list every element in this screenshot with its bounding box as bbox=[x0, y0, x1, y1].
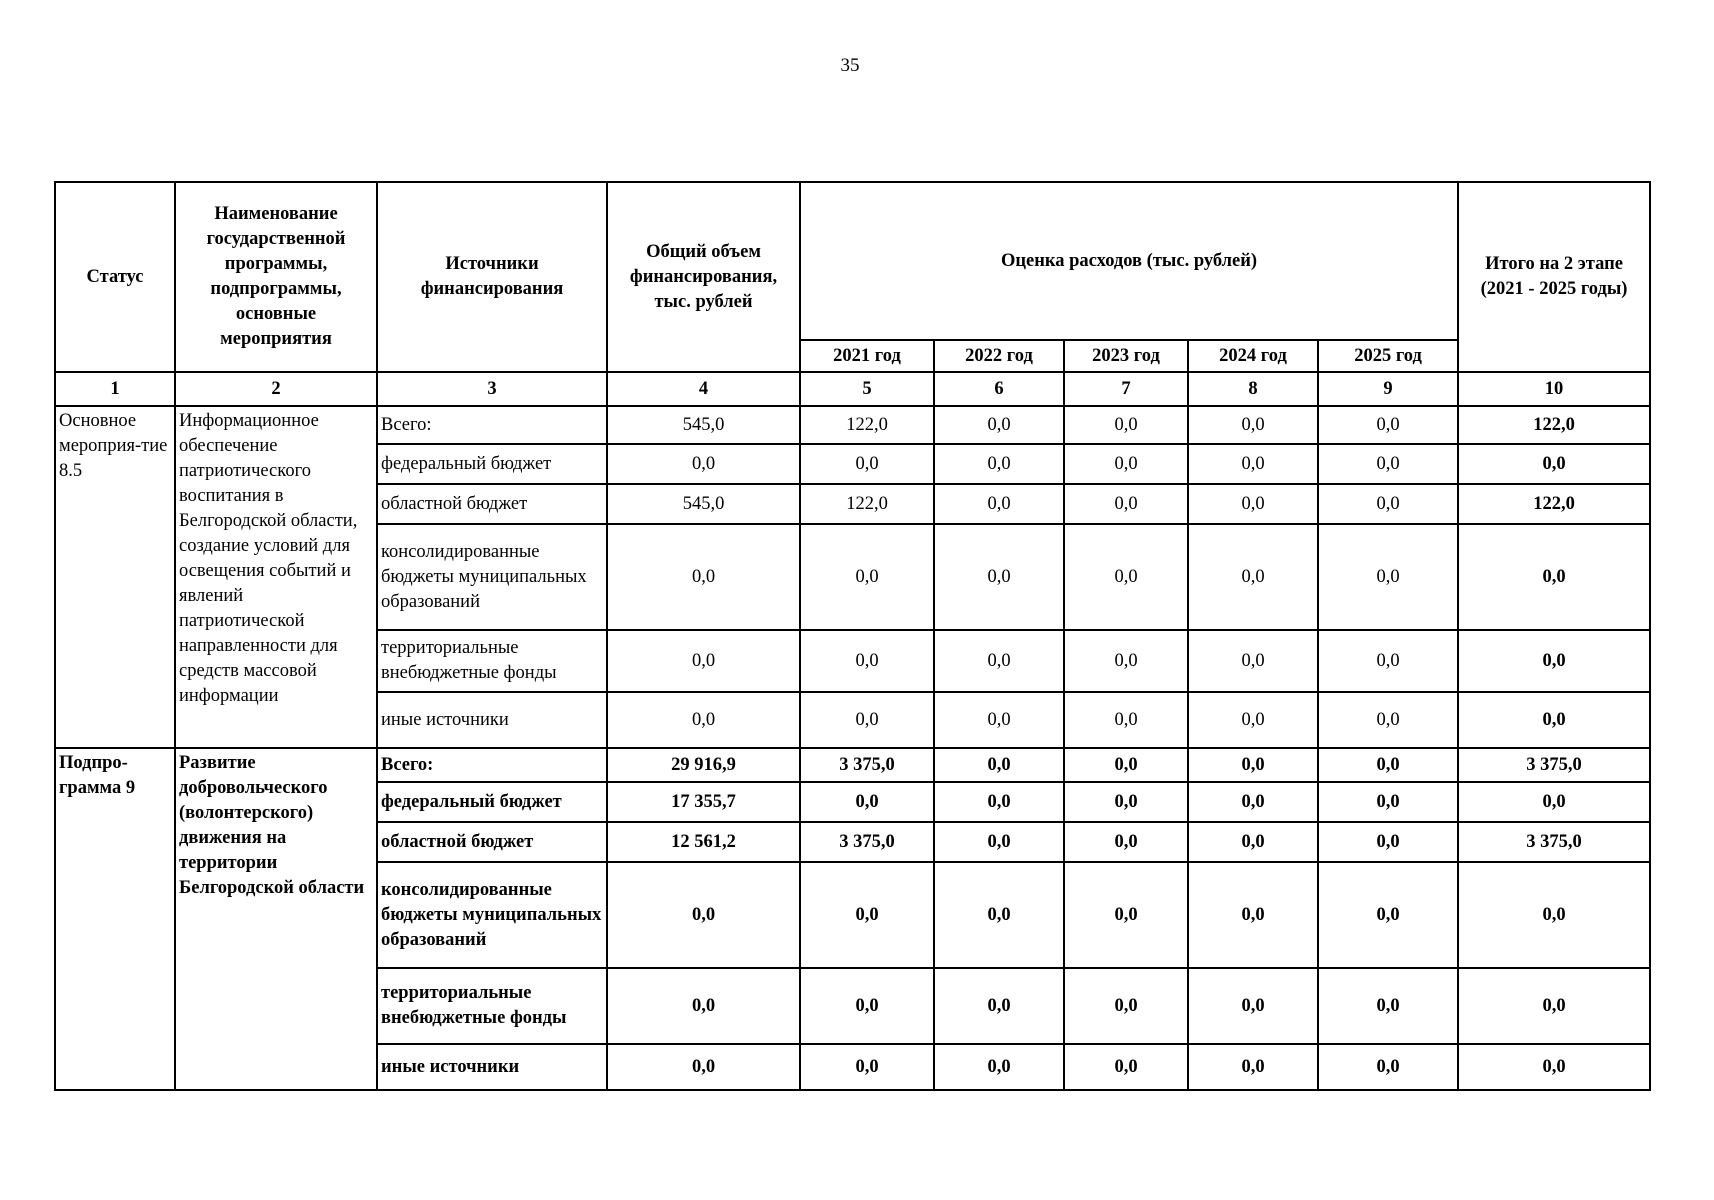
value-cell: 0,0 bbox=[934, 968, 1064, 1044]
value-cell: 0,0 bbox=[1188, 822, 1318, 862]
value-cell: 0,0 bbox=[1064, 630, 1188, 692]
table-row bbox=[55, 406, 1650, 444]
table-row bbox=[55, 748, 1650, 782]
header-year: 2021 год bbox=[800, 340, 934, 372]
value-cell: 3 375,0 bbox=[800, 822, 934, 862]
funding-source-cell: Всего: bbox=[377, 748, 607, 782]
funding-source-cell: областной бюджет bbox=[377, 484, 607, 524]
page-number: 35 bbox=[840, 55, 860, 76]
value-cell: 0,0 bbox=[1064, 524, 1188, 630]
stage-total-cell: 0,0 bbox=[1458, 782, 1650, 822]
funding-source-cell: консолидированные бюджеты муниципальных образований bbox=[377, 524, 607, 630]
value-cell: 0,0 bbox=[800, 862, 934, 968]
funding-source-cell: консолидированные бюджеты муниципальных образований bbox=[377, 862, 607, 968]
status-cell: Основное мероприя-тие 8.5 bbox=[55, 406, 175, 748]
value-cell: 0,0 bbox=[1188, 484, 1318, 524]
funding-source-cell: областной бюджет bbox=[377, 822, 607, 862]
table-body bbox=[55, 406, 1650, 1090]
header-funding-sources: Источники финансирования bbox=[377, 182, 607, 372]
status-cell: Подпро-грамма 9 bbox=[55, 748, 175, 1090]
value-cell: 0,0 bbox=[934, 444, 1064, 484]
value-cell: 0,0 bbox=[607, 692, 800, 748]
value-cell: 122,0 bbox=[800, 406, 934, 444]
value-cell: 0,0 bbox=[1064, 782, 1188, 822]
value-cell: 0,0 bbox=[607, 862, 800, 968]
value-cell: 0,0 bbox=[1188, 524, 1318, 630]
budget-table bbox=[54, 181, 1651, 1091]
value-cell: 122,0 bbox=[800, 484, 934, 524]
value-cell: 0,0 bbox=[607, 444, 800, 484]
value-cell: 0,0 bbox=[1188, 968, 1318, 1044]
value-cell: 0,0 bbox=[934, 524, 1064, 630]
value-cell: 3 375,0 bbox=[800, 748, 934, 782]
value-cell: 0,0 bbox=[1318, 822, 1458, 862]
stage-total-cell: 0,0 bbox=[1458, 692, 1650, 748]
stage-total-cell: 0,0 bbox=[1458, 1044, 1650, 1090]
stage-total-cell: 122,0 bbox=[1458, 484, 1650, 524]
value-cell: 545,0 bbox=[607, 484, 800, 524]
value-cell: 0,0 bbox=[1188, 630, 1318, 692]
stage-total-cell: 3 375,0 bbox=[1458, 822, 1650, 862]
value-cell: 0,0 bbox=[1318, 862, 1458, 968]
value-cell: 0,0 bbox=[1064, 484, 1188, 524]
column-number: 2 bbox=[175, 372, 377, 406]
value-cell: 0,0 bbox=[1064, 406, 1188, 444]
column-number: 5 bbox=[800, 372, 934, 406]
value-cell: 12 561,2 bbox=[607, 822, 800, 862]
funding-source-cell: Всего: bbox=[377, 406, 607, 444]
funding-source-cell: территориальные внебюджетные фонды bbox=[377, 968, 607, 1044]
funding-source-cell: федеральный бюджет bbox=[377, 782, 607, 822]
value-cell: 0,0 bbox=[1064, 862, 1188, 968]
value-cell: 0,0 bbox=[1318, 524, 1458, 630]
value-cell: 0,0 bbox=[607, 968, 800, 1044]
value-cell: 0,0 bbox=[1318, 968, 1458, 1044]
funding-source-cell: территориальные внебюджетные фонды bbox=[377, 630, 607, 692]
value-cell: 0,0 bbox=[800, 444, 934, 484]
value-cell: 0,0 bbox=[934, 862, 1064, 968]
stage-total-cell: 0,0 bbox=[1458, 630, 1650, 692]
funding-source-cell: иные источники bbox=[377, 692, 607, 748]
value-cell: 0,0 bbox=[1064, 1044, 1188, 1090]
value-cell: 0,0 bbox=[1188, 862, 1318, 968]
column-number: 4 bbox=[607, 372, 800, 406]
value-cell: 0,0 bbox=[800, 782, 934, 822]
value-cell: 0,0 bbox=[1318, 748, 1458, 782]
stage-total-cell: 0,0 bbox=[1458, 524, 1650, 630]
value-cell: 0,0 bbox=[934, 822, 1064, 862]
program-name-cell: Развитие добровольческого (волонтерского) движения на территории Белгородской области bbox=[175, 748, 377, 1090]
value-cell: 0,0 bbox=[1188, 692, 1318, 748]
header-year: 2022 год bbox=[934, 340, 1064, 372]
column-number: 3 bbox=[377, 372, 607, 406]
value-cell: 0,0 bbox=[1064, 444, 1188, 484]
value-cell: 0,0 bbox=[607, 524, 800, 630]
value-cell: 0,0 bbox=[1318, 630, 1458, 692]
column-number: 9 bbox=[1318, 372, 1458, 406]
program-name-cell: Информационное обеспечение патриотического воспитания в Белгородской области, создание условий для освещения событий и явлений патриотической направленности для средств массовой информации bbox=[175, 406, 377, 748]
stage-total-cell: 0,0 bbox=[1458, 444, 1650, 484]
value-cell: 0,0 bbox=[934, 630, 1064, 692]
header-year: 2023 год bbox=[1064, 340, 1188, 372]
stage-total-cell: 122,0 bbox=[1458, 406, 1650, 444]
funding-source-cell: федеральный бюджет bbox=[377, 444, 607, 484]
value-cell: 29 916,9 bbox=[607, 748, 800, 782]
value-cell: 0,0 bbox=[934, 1044, 1064, 1090]
value-cell: 0,0 bbox=[934, 692, 1064, 748]
value-cell: 0,0 bbox=[934, 748, 1064, 782]
value-cell: 0,0 bbox=[800, 692, 934, 748]
value-cell: 0,0 bbox=[1318, 782, 1458, 822]
funding-source-cell: иные источники bbox=[377, 1044, 607, 1090]
value-cell: 0,0 bbox=[607, 630, 800, 692]
value-cell: 0,0 bbox=[1188, 444, 1318, 484]
stage-total-cell: 0,0 bbox=[1458, 862, 1650, 968]
value-cell: 0,0 bbox=[934, 484, 1064, 524]
column-number: 6 bbox=[934, 372, 1064, 406]
column-number: 1 bbox=[55, 372, 175, 406]
stage-total-cell: 3 375,0 bbox=[1458, 748, 1650, 782]
value-cell: 0,0 bbox=[800, 1044, 934, 1090]
header-year: 2024 год bbox=[1188, 340, 1318, 372]
header-program-name: Наименование государственной программы, подпрограммы, основные мероприятия bbox=[175, 182, 377, 372]
value-cell: 0,0 bbox=[1318, 692, 1458, 748]
value-cell: 0,0 bbox=[1064, 748, 1188, 782]
column-number: 8 bbox=[1188, 372, 1318, 406]
value-cell: 0,0 bbox=[934, 406, 1064, 444]
value-cell: 0,0 bbox=[1318, 484, 1458, 524]
header-stage-total: Итого на 2 этапе (2021 - 2025 годы) bbox=[1458, 182, 1650, 372]
value-cell: 0,0 bbox=[607, 1044, 800, 1090]
value-cell: 0,0 bbox=[1188, 1044, 1318, 1090]
value-cell: 0,0 bbox=[1188, 782, 1318, 822]
value-cell: 0,0 bbox=[1064, 968, 1188, 1044]
header-year: 2025 год bbox=[1318, 340, 1458, 372]
value-cell: 0,0 bbox=[1318, 406, 1458, 444]
value-cell: 545,0 bbox=[607, 406, 800, 444]
value-cell: 0,0 bbox=[1188, 748, 1318, 782]
value-cell: 0,0 bbox=[934, 782, 1064, 822]
header-expense-estimate: Оценка расходов (тыс. рублей) bbox=[800, 182, 1458, 340]
value-cell: 0,0 bbox=[1188, 406, 1318, 444]
value-cell: 0,0 bbox=[1064, 692, 1188, 748]
value-cell: 0,0 bbox=[1064, 822, 1188, 862]
value-cell: 0,0 bbox=[1318, 444, 1458, 484]
header-total-volume: Общий объем финансирования, тыс. рублей bbox=[607, 182, 800, 372]
column-number: 7 bbox=[1064, 372, 1188, 406]
column-number-row bbox=[55, 372, 1650, 406]
stage-total-cell: 0,0 bbox=[1458, 968, 1650, 1044]
value-cell: 0,0 bbox=[1318, 1044, 1458, 1090]
header-status: Статус bbox=[55, 182, 175, 372]
value-cell: 0,0 bbox=[800, 524, 934, 630]
value-cell: 0,0 bbox=[800, 968, 934, 1044]
value-cell: 0,0 bbox=[800, 630, 934, 692]
value-cell: 17 355,7 bbox=[607, 782, 800, 822]
column-number: 10 bbox=[1458, 372, 1650, 406]
